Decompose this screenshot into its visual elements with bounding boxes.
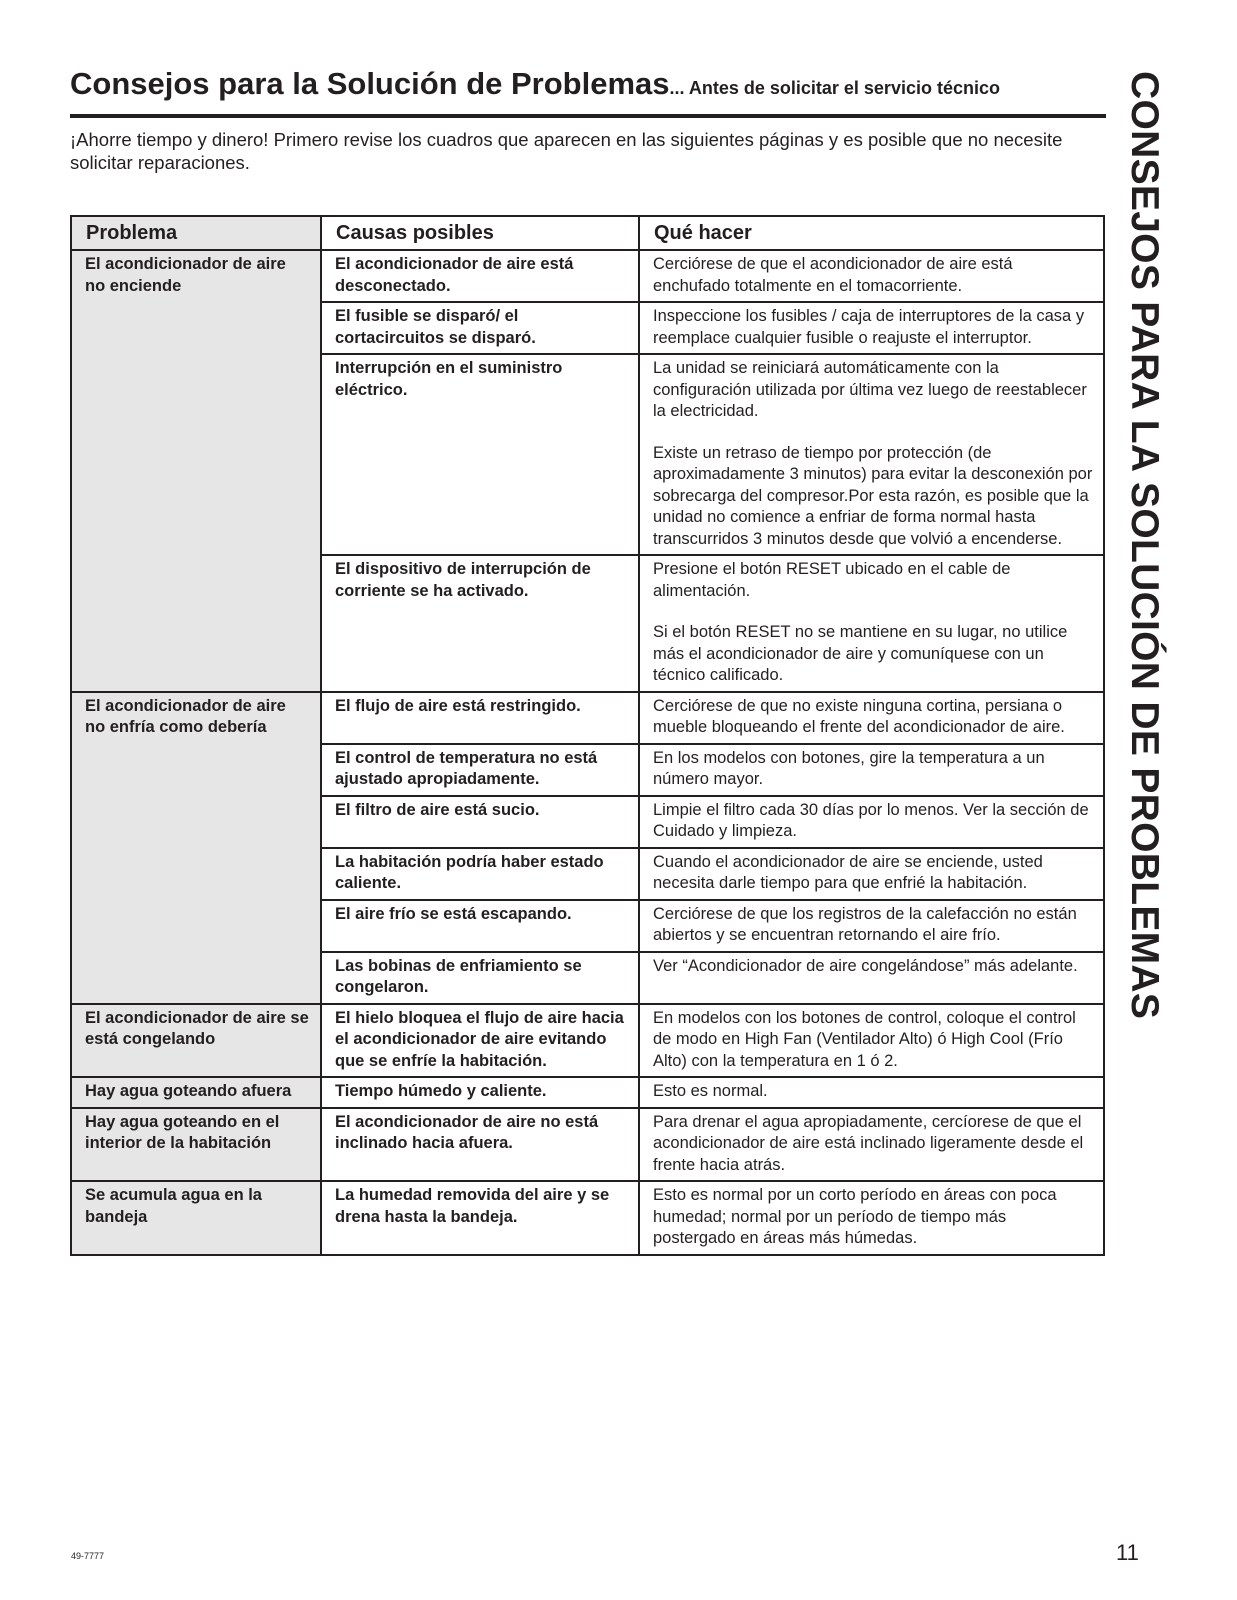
page-title-subtitle: ... Antes de solicitar el servicio técnico xyxy=(669,78,1000,98)
column-header-problem: Problema xyxy=(71,216,321,250)
cause-cell: La habitación podría haber estado caliente. xyxy=(321,848,639,900)
cause-cell: El aire frío se está escapando. xyxy=(321,900,639,952)
cause-cell: El fusible se disparó/ el cortacircuitos se disparó. xyxy=(321,302,639,354)
action-paragraph: Esto es normal. xyxy=(653,1082,768,1100)
problem-cell: El acondicionador de aire no enfría como debería xyxy=(71,692,321,1004)
action-paragraph: Cerciórese de que el acondicionador de aire está enchufado totalmente en el tomacorriente. xyxy=(653,255,1013,295)
table-body xyxy=(71,250,1104,1255)
action-cell xyxy=(639,1181,1104,1255)
action-paragraph: En modelos con los botones de control, coloque el control de modo en High Fan (Ventilador Alto) ó High Cool (Frío Alto) con la temperatura en 1 ó 2. xyxy=(653,1008,1076,1070)
action-paragraph: Limpie el filtro cada 30 días por lo menos. Ver la sección de Cuidado y limpieza. xyxy=(653,800,1089,840)
table-header-row xyxy=(71,216,1104,250)
action-cell xyxy=(639,692,1104,744)
page-title-main: Consejos para la Solución de Problemas xyxy=(70,66,670,101)
action-paragraph: Cuando el acondicionador de aire se enciende, usted necesita darle tiempo para que enfrié la habitación. xyxy=(653,852,1043,892)
page-header xyxy=(70,64,1106,108)
side-section-title xyxy=(1113,71,1175,1066)
action-cell xyxy=(639,848,1104,900)
action-paragraph: Inspeccione los fusibles / caja de interruptores de la casa y reemplace cualquier fusible o reajuste el interruptor. xyxy=(653,307,1085,347)
action-cell xyxy=(639,555,1104,692)
cause-cell: El flujo de aire está restringido. xyxy=(321,692,639,744)
cause-cell: Las bobinas de enfriamiento se congelaron. xyxy=(321,952,639,1004)
cause-cell: El dispositivo de interrupción de corriente se ha activado. xyxy=(321,555,639,692)
action-paragraph: Esto es normal por un corto período en áreas con poca humedad; normal por un período de tiempo más postergado en áreas más húmedas. xyxy=(653,1186,1057,1247)
action-paragraph: Cerciórese de que los registros de la calefacción no están abiertos y se encuentran retornando el aire frío. xyxy=(653,904,1077,944)
action-cell xyxy=(639,1077,1104,1108)
action-paragraph: La unidad se reiniciará automáticamente con la configuración utilizada por última vez luego de reestablecer la electricidad. xyxy=(653,359,1087,420)
side-section-title-text: CONSEJOS PARA LA SOLUCIÓN DE PROBLEMAS xyxy=(1123,71,1166,1020)
header-divider xyxy=(70,114,1106,118)
action-cell xyxy=(639,952,1104,1004)
page-title xyxy=(70,64,1106,108)
problem-cell: Hay agua goteando afuera xyxy=(71,1077,321,1108)
problem-cell: Hay agua goteando en el interior de la habitación xyxy=(71,1108,321,1182)
table-row xyxy=(71,1077,1104,1108)
action-cell xyxy=(639,744,1104,796)
action-cell xyxy=(639,900,1104,952)
action-paragraph: Presione el botón RESET ubicado en el cable de alimentación. xyxy=(653,560,1011,600)
action-paragraph: En los modelos con botones, gire la temperatura a un número mayor. xyxy=(653,748,1045,788)
page-number: 11 xyxy=(1116,1540,1139,1565)
action-paragraph: Si el botón RESET no se mantiene en su lugar, no utilice más el acondicionador de aire y comuníquese con un técnico calificado. xyxy=(653,623,1068,684)
cause-cell: Tiempo húmedo y caliente. xyxy=(321,1077,639,1108)
action-paragraph: Existe un retraso de tiempo por protección (de aproximadamente 3 minutos) para evitar la desconexión por sobrecarga del compresor.Por esta razón, es posible que la unidad no comience a enfriar de forma normal hasta transcurridos 3 minutos desde que volvió a encenderse. xyxy=(653,443,1093,548)
troubleshooting-table xyxy=(70,215,1105,1256)
action-paragraph: Para drenar el agua apropiadamente, cercíorese de que el acondicionador de aire está inclinado ligeramente desde el frente hacia atrás. xyxy=(653,1112,1084,1174)
column-header-cause: Causas posibles xyxy=(321,216,639,250)
cause-cell: La humedad removida del aire y se drena hasta la bandeja. xyxy=(321,1181,639,1255)
cause-cell: El acondicionador de aire está desconectado. xyxy=(321,250,639,302)
table-row xyxy=(71,1108,1104,1182)
action-cell xyxy=(639,302,1104,354)
document-code: 49-7777 xyxy=(71,1551,105,1561)
table-row xyxy=(71,1181,1104,1255)
action-cell xyxy=(639,354,1104,555)
action-paragraph: Cerciórese de que no existe ninguna cortina, persiana o mueble bloqueando el frente del acondicionador de aire. xyxy=(653,696,1065,736)
table-row xyxy=(71,1004,1104,1078)
cause-cell: Interrupción en el suministro eléctrico. xyxy=(321,354,639,555)
column-header-action: Qué hacer xyxy=(639,216,1104,250)
action-cell xyxy=(639,1108,1104,1182)
problem-cell: El acondicionador de aire se está congelando xyxy=(71,1004,321,1078)
problem-cell: Se acumula agua en la bandeja xyxy=(71,1181,321,1255)
action-paragraph: Ver “Acondicionador de aire congelándose” más adelante. xyxy=(653,956,1078,975)
cause-cell: El filtro de aire está sucio. xyxy=(321,796,639,848)
action-cell xyxy=(639,796,1104,848)
intro-paragraph: ¡Ahorre tiempo y dinero! Primero revise los cuadros que aparecen en las siguientes páginas y es posible que no necesite solicitar reparaciones. xyxy=(70,129,1063,173)
cause-cell: El control de temperatura no está ajustado apropiadamente. xyxy=(321,744,639,796)
action-cell xyxy=(639,1004,1104,1078)
cause-cell: El hielo bloquea el flujo de aire hacia el acondicionador de aire evitando que se enfríe la habitación. xyxy=(321,1004,639,1078)
cause-cell: El acondicionador de aire no está inclinado hacia afuera. xyxy=(321,1108,639,1182)
table-row xyxy=(71,692,1104,744)
action-cell xyxy=(639,250,1104,302)
table-row xyxy=(71,250,1104,302)
problem-cell: El acondicionador de aire no enciende xyxy=(71,250,321,692)
